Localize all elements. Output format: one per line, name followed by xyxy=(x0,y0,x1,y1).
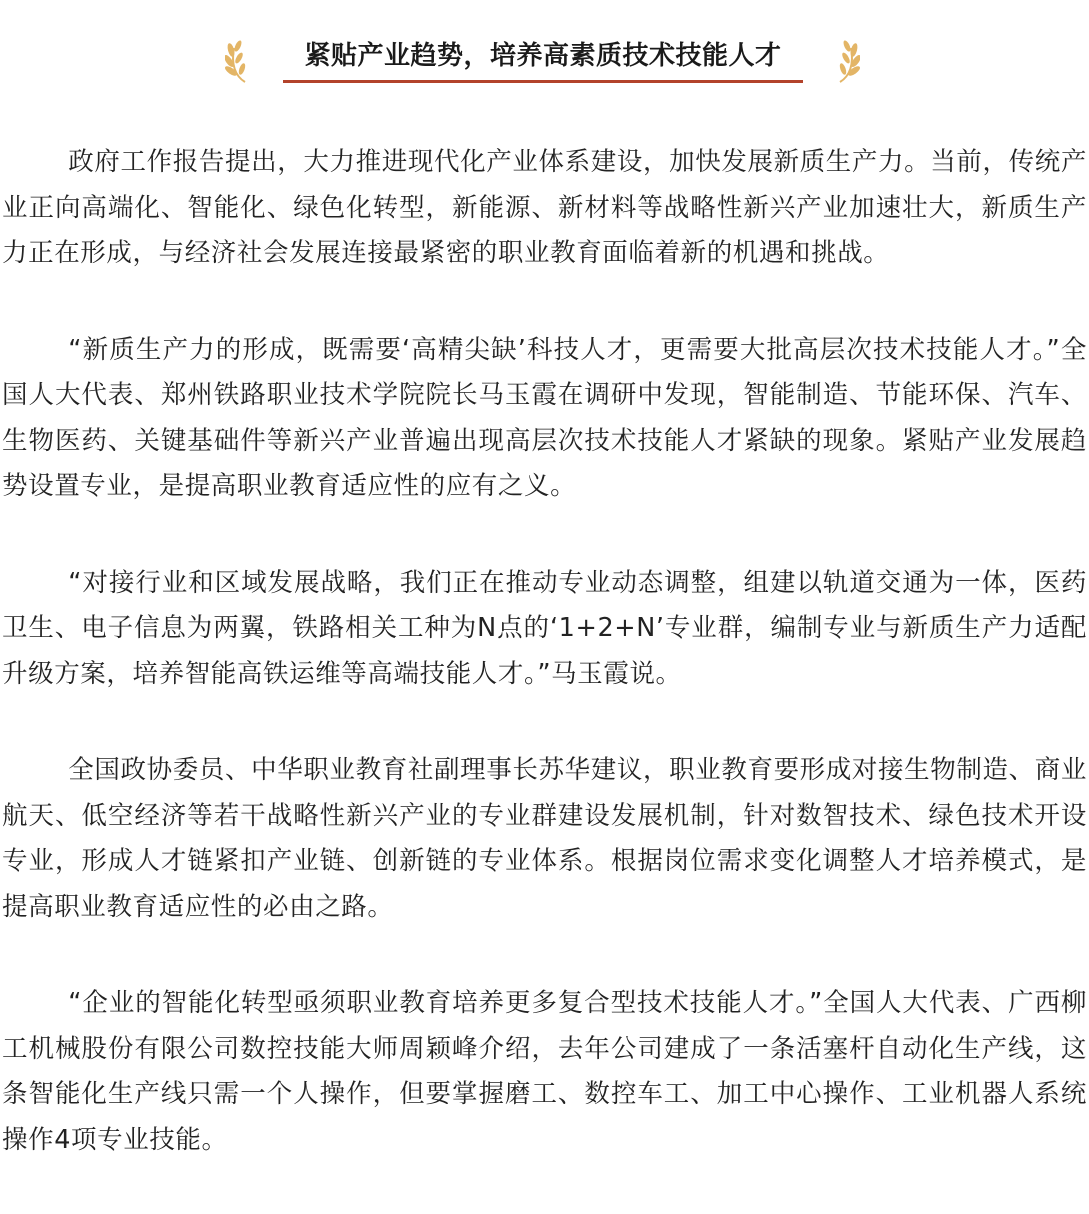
laurel-left-icon xyxy=(225,38,259,84)
paragraph-5: “企业的智能化转型亟须职业教育培养更多复合型技术技能人才。”全国人大代表、广西柳工机械股份有限公司数控技能大师周颖峰介绍，去年公司建成了一条活塞杆自动化生产线，这条智能化生产线只需一个人操作，但要掌握磨工、数控车工、加工中心操作、工业机器人系统操作4项专业技能。 xyxy=(2,988,1087,1155)
paragraph-2: “新质生产力的形成，既需要‘高精尖缺’科技人才，更需要大批高层次技术技能人才。”全国人大代表、郑州铁路职业技术学院院长马玉霞在调研中发现，智能制造、节能环保、汽车、生物医药、关键基础件等新兴产业普遍出现高层次技术技能人才紧缺的现象。紧贴产业发展趋势设置专业，是提高职业教育适应性的应有之义。 xyxy=(2,334,1087,501)
section-header xyxy=(0,30,1089,90)
paragraph-3: “对接行业和区域发展战略，我们正在推动专业动态调整，组建以轨道交通为一体，医药卫生、电子信息为两翼，铁路相关工种为N点的‘1+2+N’专业群，编制专业与新质生产力适配升级方案，培养智能高铁运维等高端技能人才。”马玉霞说。 xyxy=(2,567,1087,689)
section-title xyxy=(283,38,803,86)
laurel-right-icon xyxy=(826,38,860,84)
paragraph-4: 全国政协委员、中华职业教育社副理事长苏华建议，职业教育要形成对接生物制造、商业航天、低空经济等若干战略性新兴产业的专业群建设发展机制，针对数智技术、绿色技术开设专业，形成人才链紧扣产业链、创新链的专业体系。根据岗位需求变化调整人才培养模式，是提高职业教育适应性的必由之路。 xyxy=(2,755,1087,922)
section-title-text: 紧贴产业趋势，培养高素质技术技能人才 xyxy=(304,41,782,71)
article-body xyxy=(2,140,1087,1214)
title-underline xyxy=(283,80,803,83)
paragraph-1: 政府工作报告提出，大力推进现代化产业体系建设，加快发展新质生产力。当前，传统产业正向高端化、智能化、绿色化转型，新能源、新材料等战略性新兴产业加速壮大，新质生产力正在形成，与经济社会发展连接最紧密的职业教育面临着新的机遇和挑战。 xyxy=(2,147,1087,268)
